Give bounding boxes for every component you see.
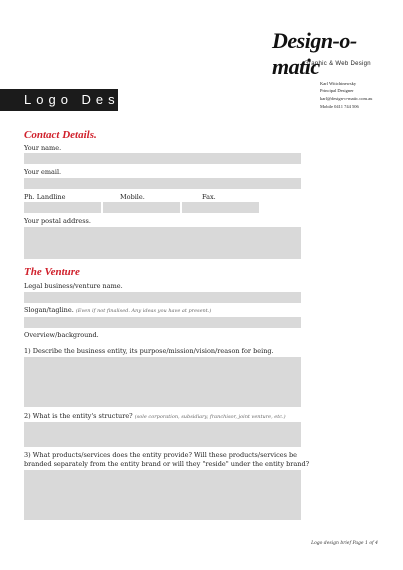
- brand-tagline: Graphic & Web Design: [304, 61, 371, 67]
- page-footer: Logo design brief Page 1 of 4: [311, 541, 378, 546]
- your-name-label: Your name.: [24, 144, 62, 152]
- page-title-banner: Logo Design Brief: [0, 89, 118, 111]
- question-3-field[interactable]: [24, 470, 301, 520]
- your-email-field[interactable]: [24, 178, 301, 189]
- mobile-label: Mobile.: [120, 193, 145, 201]
- slogan-hint: (Even if not finalised. Any ideas you have at present.): [75, 308, 212, 314]
- question-3-line-2: branded separately from the entity brand or will they "reside" under the entity brand?: [24, 460, 310, 468]
- contact-name: Karl Wittchinewsky: [320, 81, 357, 86]
- contact-section-title: Contact Details.: [24, 129, 97, 141]
- brand-logo: Design-o-matic: [272, 28, 357, 79]
- legal-name-label: Legal business/venture name.: [24, 282, 123, 290]
- question-2-text: 2) What is the entity's structure?: [24, 412, 133, 420]
- question-2-hint: (sole corporation, subsidiary, franchisor, joint venture, etc.): [134, 414, 286, 420]
- question-1-label: 1) Describe the business entity, its purpose/mission/vision/reason for being.: [24, 347, 274, 355]
- question-1-field[interactable]: [24, 357, 301, 407]
- slogan-label: [24, 306, 211, 314]
- fax-field[interactable]: [182, 202, 259, 213]
- landline-field[interactable]: [24, 202, 101, 213]
- slogan-label-text: Slogan/tagline.: [24, 306, 74, 314]
- slogan-field[interactable]: [24, 317, 301, 328]
- question-2-field[interactable]: [24, 422, 301, 447]
- fax-label: Fax.: [202, 193, 216, 201]
- postal-address-label: Your postal address.: [24, 217, 91, 225]
- your-name-field[interactable]: [24, 153, 301, 164]
- overview-label: Overview/background.: [24, 331, 99, 339]
- your-email-label: Your email.: [24, 168, 62, 176]
- question-2-label: [24, 412, 286, 420]
- legal-name-field[interactable]: [24, 292, 301, 303]
- mobile-field[interactable]: [103, 202, 180, 213]
- contact-mobile: Mobile 0411 744 506: [320, 104, 359, 109]
- landline-label: Ph. Landline: [24, 193, 66, 201]
- contact-email: karl@design-o-matic.com.au: [320, 96, 373, 101]
- contact-role: Principal Designer: [320, 88, 354, 93]
- venture-section-title: The Venture: [24, 266, 80, 278]
- postal-address-field[interactable]: [24, 227, 301, 259]
- question-3-line-1: 3) What products/services does the entity provide? Will these products/services be: [24, 451, 297, 459]
